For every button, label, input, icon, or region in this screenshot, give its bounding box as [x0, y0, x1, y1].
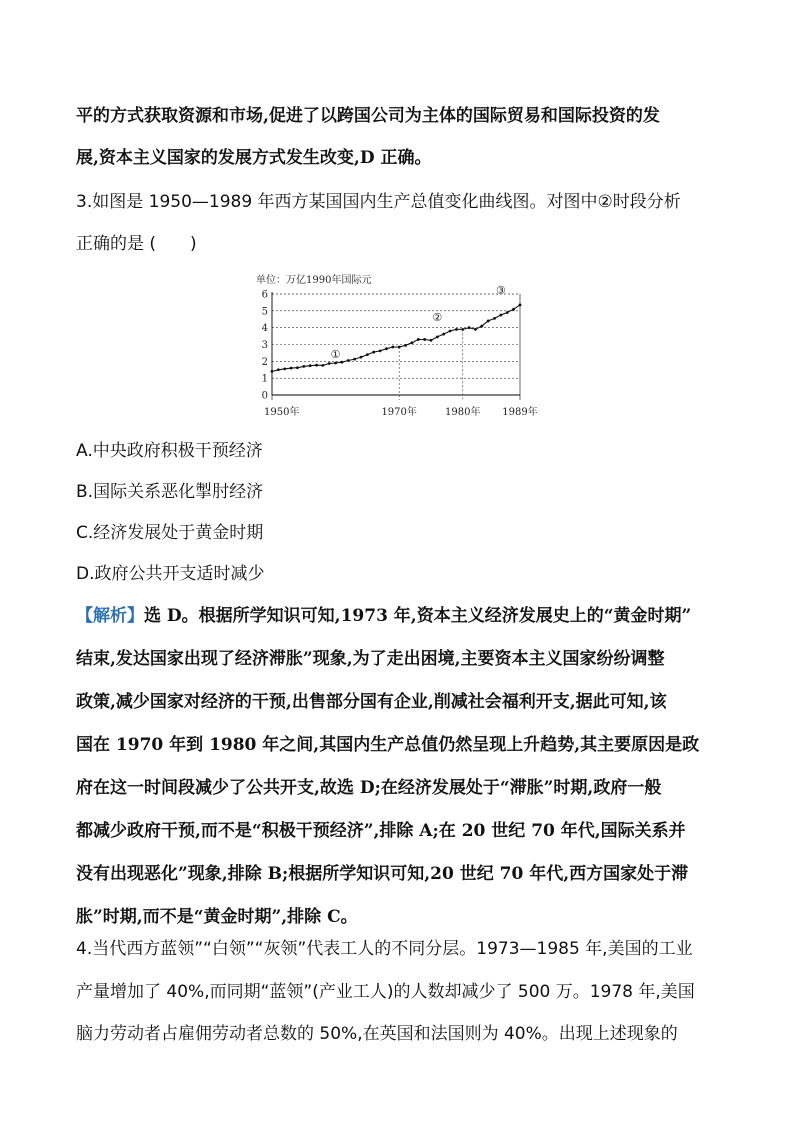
- gdp-point-1964: [360, 356, 363, 359]
- gdp-point-1979: [455, 328, 458, 331]
- period-marker-2: ②: [432, 310, 443, 324]
- gdp-point-1982: [474, 328, 477, 331]
- gdp-point-1953: [290, 367, 293, 370]
- gdp-point-1978: [449, 330, 452, 333]
- gdp-point-1976: [436, 336, 439, 339]
- x-tick-label-1970: 1970年: [381, 407, 417, 418]
- gdp-point-1954: [296, 366, 299, 369]
- gdp-point-1983: [480, 325, 483, 328]
- analysis-line-8: 胀”时期,而不是“黄金时期”,排除 C。: [76, 907, 358, 927]
- analysis-line-5: 府在这一时间段减少了公共开支,故选 D;在经济发展处于“滞胀”时期,政府一般: [76, 778, 662, 798]
- analysis-line-3: 政策,减少国家对经济的干预,出售部分国有企业,削减社会福利开支,据此可知,该: [76, 692, 667, 712]
- gdp-point-1985: [493, 317, 496, 320]
- gdp-point-1972: [410, 341, 413, 344]
- y-tick-label-4: 4: [261, 323, 268, 335]
- analysis-line-1: [76, 604, 691, 628]
- gdp-point-1973: [417, 338, 420, 341]
- analysis-line-6: 都减少政府干预,而不是“积极干预经济”,排除 A;在 20 世纪 70 年代,国际关系并: [76, 821, 686, 841]
- gdp-line-chart: [256, 268, 546, 420]
- analysis-tag: 【解析】: [76, 606, 144, 626]
- gdp-point-1974: [423, 338, 426, 341]
- question-4-line-2: 产量增加了 40%,而同期“蓝领”(产业工人)的人数却减少了 500 万。1978 年,美国: [76, 982, 695, 1002]
- gdp-point-1977: [442, 333, 445, 336]
- question-3-stem-line-1: 3.如图是 1950—1989 年西方某国国内生产总值变化曲线图。对图中②时段分析: [76, 192, 681, 212]
- analysis-line-7: 没有出现恶化”现象,排除 B;根据所学知识可知,20 世纪 70 年代,西方国家处于滞: [76, 864, 689, 884]
- period-marker-3: ③: [495, 284, 506, 297]
- gdp-point-1952: [283, 368, 286, 371]
- analysis-line-2: 结束,发达国家出现了经济滞胀”现象,为了走出困境,主要资本主义国家纷纷调整: [76, 649, 665, 669]
- gdp-point-1965: [366, 353, 369, 356]
- option-a: A.中央政府积极干预经济: [76, 441, 263, 461]
- option-b: B.国际关系恶化掣肘经济: [76, 482, 264, 502]
- y-tick-label-0: 0: [261, 390, 268, 402]
- y-tick-label-5: 5: [261, 306, 268, 318]
- gdp-point-1989: [519, 304, 522, 307]
- gdp-point-1966: [372, 351, 375, 354]
- period-marker-1: ①: [330, 347, 341, 361]
- question-3-stem-line-2: 正确的是 ( ): [76, 234, 197, 254]
- prev-answer-line-1: 平的方式获取资源和市场,促进了以跨国公司为主体的国际贸易和国际投资的发: [76, 106, 660, 126]
- gdp-point-1961: [341, 361, 344, 364]
- gdp-point-1962: [347, 359, 350, 362]
- gdp-point-1951: [277, 368, 280, 371]
- question-4-line-1: 4.当代西方蓝领”“白领”“灰领”代表工人的不同分层。1973—1985 年,美国的工业: [76, 939, 693, 959]
- y-tick-label-2: 2: [261, 356, 268, 368]
- gdp-point-1958: [321, 364, 324, 367]
- x-tick-label-1980: 1980年: [445, 407, 481, 418]
- gdp-point-1967: [379, 349, 382, 352]
- option-d: D.政府公共开支适时减少: [76, 564, 265, 584]
- gdp-point-1950: [271, 370, 274, 373]
- option-c: C.经济发展处于黄金时期: [76, 523, 264, 543]
- gdp-point-1975: [430, 339, 433, 342]
- gdp-point-1970: [398, 346, 401, 349]
- gdp-point-1959: [328, 362, 331, 365]
- gdp-point-1957: [315, 364, 318, 367]
- gdp-point-1987: [506, 311, 509, 314]
- gdp-point-1963: [353, 358, 356, 361]
- gdp-point-1981: [468, 326, 471, 329]
- x-tick-label-1989: 1989年: [502, 407, 538, 418]
- gdp-point-1969: [391, 346, 394, 349]
- question-4-line-3: 脑力劳动者占雇佣劳动者总数的 50%,在英国和法国则为 40%。出现上述现象的: [76, 1024, 678, 1044]
- chart-title: 单位：万亿1990年国际元: [256, 275, 372, 286]
- gdp-point-1986: [500, 314, 503, 317]
- y-tick-label-6: 6: [261, 289, 268, 301]
- gdp-point-1984: [487, 320, 490, 323]
- analysis-text-1: 选 D。根据所学知识可知,1973 年,资本主义经济发展史上的“黄金时期”: [144, 606, 692, 626]
- y-tick-label-1: 1: [261, 373, 268, 385]
- y-tick-label-3: 3: [261, 340, 268, 351]
- gdp-point-1971: [404, 344, 407, 347]
- gdp-point-1955: [302, 365, 305, 368]
- gdp-point-1988: [512, 308, 515, 311]
- prev-answer-line-2: 展,资本主义国家的发展方式发生改变,D 正确。: [76, 148, 432, 168]
- x-tick-label-1950: 1950年: [264, 407, 300, 418]
- gdp-point-1960: [334, 362, 337, 365]
- gdp-point-1968: [385, 347, 388, 350]
- gdp-point-1956: [309, 364, 312, 367]
- gdp-point-1980: [461, 328, 464, 331]
- analysis-line-4: 国在 1970 年到 1980 年之间,其国内生产总值仍然呈现上升趋势,其主要原因是政: [76, 735, 700, 755]
